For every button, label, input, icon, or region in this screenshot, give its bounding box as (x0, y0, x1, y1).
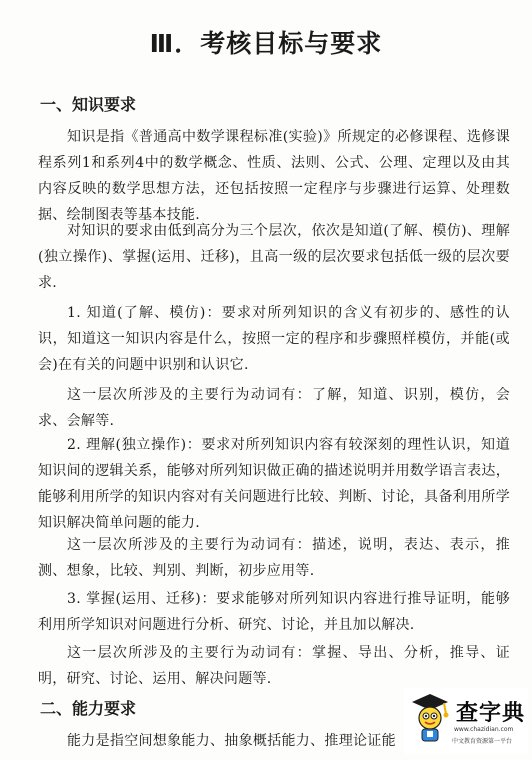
site-logo (404, 688, 528, 754)
mascot-icon (408, 692, 452, 744)
logo-slogan: 中文教育资源第一平台 (452, 738, 513, 745)
paragraph-ability-definition: 能力是指空间想象能力、抽象概括能力、推理论证能 (67, 733, 396, 749)
paragraph-level-master-verbs: 这一层次所涉及的主要行为动词有：掌握、导出、分析，推导、证明，研究、讨论、运用、解决问题等. (38, 645, 510, 687)
logo-name: 查字典 (456, 701, 526, 726)
section-heading-knowledge: 一、知识要求 (40, 95, 137, 114)
paragraph-level-understand: 2. 理解(独立操作)：要求对所列知识内容有较深刻的理性认识，知道知识间的逻辑关系，能够对所列知识做正确的描述说明并用数学语言表达，能够利用所学的知识内容对有关问题进行比较、判断、讨论，具备利用所学知识解决简单问题的能力. (38, 437, 510, 531)
section-heading-ability: 二、能力要求 (40, 699, 137, 718)
paragraph-knowledge-levels: 对知识的要求由低到高分为三个层次，依次是知道(了解、模仿)、理解(独立操作)、掌握(运用、迁移)，且高一级的层次要求包括低一级的层次要求. (38, 223, 510, 291)
paragraph-level-know: 1. 知道(了解、模仿)：要求对所列知识的含义有初步的、感性的认识，知道这一知识内容是什么，按照一定的程序和步骤照样模仿，并能(或会)在有关的问题中识别和认识它. (38, 305, 510, 373)
paragraph-level-know-verbs: 这一层次所涉及的主要行为动词有：了解，知道、识别，模仿，会求、会解等. (38, 387, 510, 429)
paragraph-knowledge-definition: 知识是指《普通高中数学课程标准(实验)》所规定的必修课程、选修课程系列1和系列4中的数学概念、性质、法则、公式、公理、定理以及由其内容反映的数学思想方法，还包括按照一定程序与步骤进行运算、处理数据、绘制图表等基本技能. (38, 129, 510, 223)
logo-url: www.chazidian.com (454, 726, 514, 733)
paragraph-level-master: 3. 掌握(运用、迁移)：要求能够对所列知识内容进行推导证明，能够利用所学知识对问题进行分析、研究、讨论，并且加以解决. (38, 591, 510, 633)
page-title: Ⅲ．考核目标与要求 (149, 29, 383, 58)
paragraph-level-understand-verbs: 这一层次所涉及的主要行为动词有：描述，说明，表达、表示，推测、想象，比较、判别、判断，初步应用等. (38, 537, 510, 579)
